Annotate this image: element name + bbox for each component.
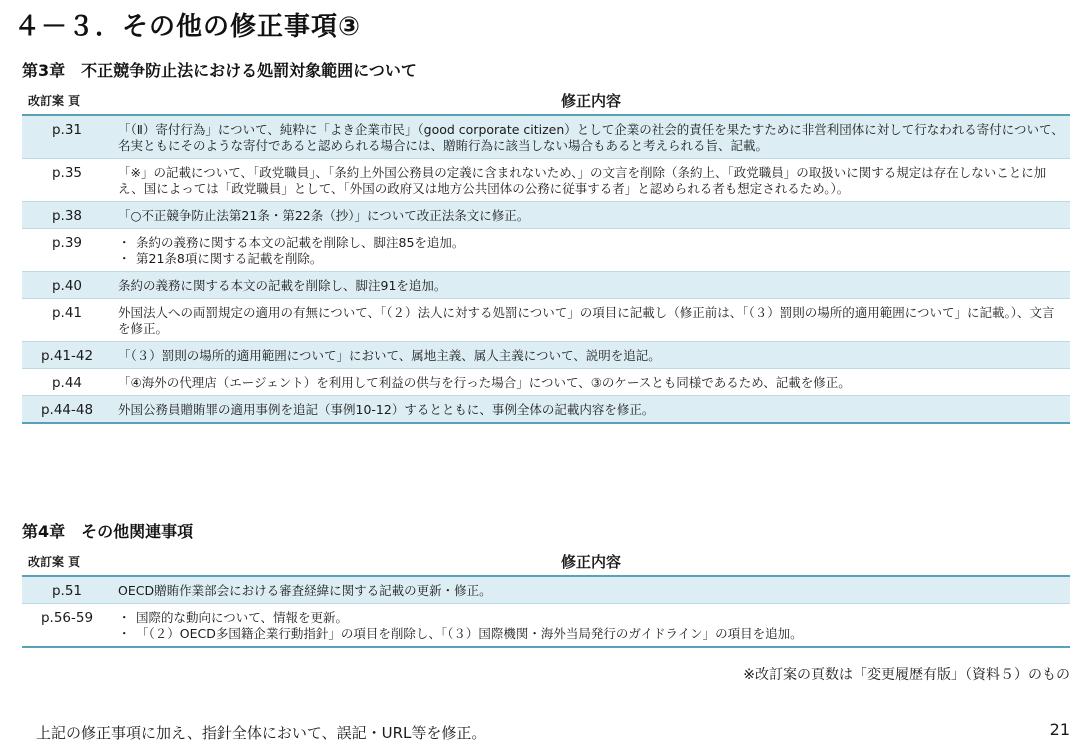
revision-content-cell	[112, 396, 1070, 424]
table-row	[22, 576, 1070, 604]
revision-table-chapter4	[22, 548, 1070, 648]
column-header-page: 改訂案 頁	[22, 548, 112, 576]
revision-content-cell	[112, 229, 1070, 272]
revised-page-cell: p.41-42	[22, 342, 112, 369]
table-header-row	[22, 548, 1070, 576]
revision-content-cell	[112, 272, 1070, 299]
section-heading-chapter4: 第4章 その他関連事項	[22, 522, 194, 541]
content-text: OECD贈賄作業部会における審査経緯に関する記載の更新・修正。	[118, 583, 492, 598]
footer-text: 上記の修正事項に加え、指針全体において、誤記・URL等を修正。	[36, 724, 487, 742]
revised-page-cell: p.35	[22, 159, 112, 202]
list-item: ・ 「（２）OECD多国籍企業行動指針」の項目を削除し、「（３）国際機関・海外当局発行のガイドライン」の項目を追加。	[118, 626, 1064, 642]
table-row	[22, 299, 1070, 342]
section-heading-chapter3: 第3章 不正競争防止法における処罰対象範囲について	[22, 61, 417, 80]
list-item: ・ 国際的な動向について、情報を更新。	[118, 610, 1064, 626]
column-header-content: 修正内容	[112, 548, 1070, 576]
content-text: 「※」の記載について、「政党職員」、「条約上外国公務員の定義に含まれないため、」の文言を削除（条約上、「政党職員」の取扱いに関する規定は存在しないことに加え、国によっては「政党職員」として、「外国の政府又は地方公共団体の公務に従事する者」と認められる者も想定されるため。）。	[118, 165, 1047, 196]
table-header-row	[22, 87, 1070, 115]
table-row	[22, 604, 1070, 648]
table-row	[22, 396, 1070, 424]
column-header-page: 改訂案 頁	[22, 87, 112, 115]
revised-page-cell: p.40	[22, 272, 112, 299]
revised-page-cell: p.41	[22, 299, 112, 342]
table-row	[22, 159, 1070, 202]
revised-page-cell: p.31	[22, 115, 112, 159]
revision-content-cell	[112, 604, 1070, 648]
page-count-note: ※改訂案の頁数は「変更履歴有版」（資料５）のもの	[743, 667, 1070, 683]
revised-page-cell: p.39	[22, 229, 112, 272]
bullet-list	[118, 235, 1064, 267]
revised-page-cell: p.44	[22, 369, 112, 396]
content-text: 条約の義務に関する本文の記載を削除し、脚注91を追加。	[118, 278, 447, 293]
content-text: 外国公務員贈賄罪の適用事例を追記（事例10-12）するとともに、事例全体の記載内容を修正。	[118, 402, 655, 417]
revision-content-cell	[112, 369, 1070, 396]
revision-content-cell	[112, 342, 1070, 369]
slide-title: ４－３．その他の修正事項③	[14, 12, 362, 42]
revision-content-cell	[112, 115, 1070, 159]
content-text: 外国法人への両罰規定の適用の有無について、「（２）法人に対する処罰について」の項目に記載し（修正前は、「（３）罰則の場所的適用範囲について」に記載。）、文言を修正。	[118, 305, 1055, 336]
revision-content-cell	[112, 202, 1070, 229]
list-item: ・ 第21条8項に関する記載を削除。	[118, 251, 1064, 267]
revision-content-cell	[112, 576, 1070, 604]
revision-table-chapter3	[22, 87, 1070, 424]
content-text: 「（Ⅱ）寄付行為」について、純粋に「よき企業市民」（good corporate citizen）として企業の社会的責任を果たすために非営利団体に対して行なわれる寄付について、名実ともにそのような寄付であると認められる場合には、贈賄行為に該当しない場合もあると考えられる旨、記載。	[118, 122, 1064, 153]
content-text: 「○不正競争防止法第21条・第22条（抄）」について改正法条文に修正。	[118, 208, 530, 223]
list-item: ・ 条約の義務に関する本文の記載を削除し、脚注85を追加。	[118, 235, 1064, 251]
revised-page-cell: p.51	[22, 576, 112, 604]
bullet-list	[118, 610, 1064, 642]
revised-page-cell: p.56-59	[22, 604, 112, 648]
content-text: 「④海外の代理店（エージェント）を利用して利益の供与を行った場合」について、③のケースとも同様であるため、記載を修正。	[118, 375, 851, 390]
revised-page-cell: p.38	[22, 202, 112, 229]
table-row	[22, 115, 1070, 159]
table-row	[22, 202, 1070, 229]
table-row	[22, 342, 1070, 369]
column-header-content: 修正内容	[112, 87, 1070, 115]
table-row	[22, 272, 1070, 299]
revision-content-cell	[112, 159, 1070, 202]
revision-content-cell	[112, 299, 1070, 342]
content-text: 「（３）罰則の場所的適用範囲について」において、属地主義、属人主義について、説明を追記。	[118, 348, 661, 363]
page-number: 21	[1049, 720, 1070, 739]
revised-page-cell: p.44-48	[22, 396, 112, 424]
table-row	[22, 229, 1070, 272]
table-row	[22, 369, 1070, 396]
